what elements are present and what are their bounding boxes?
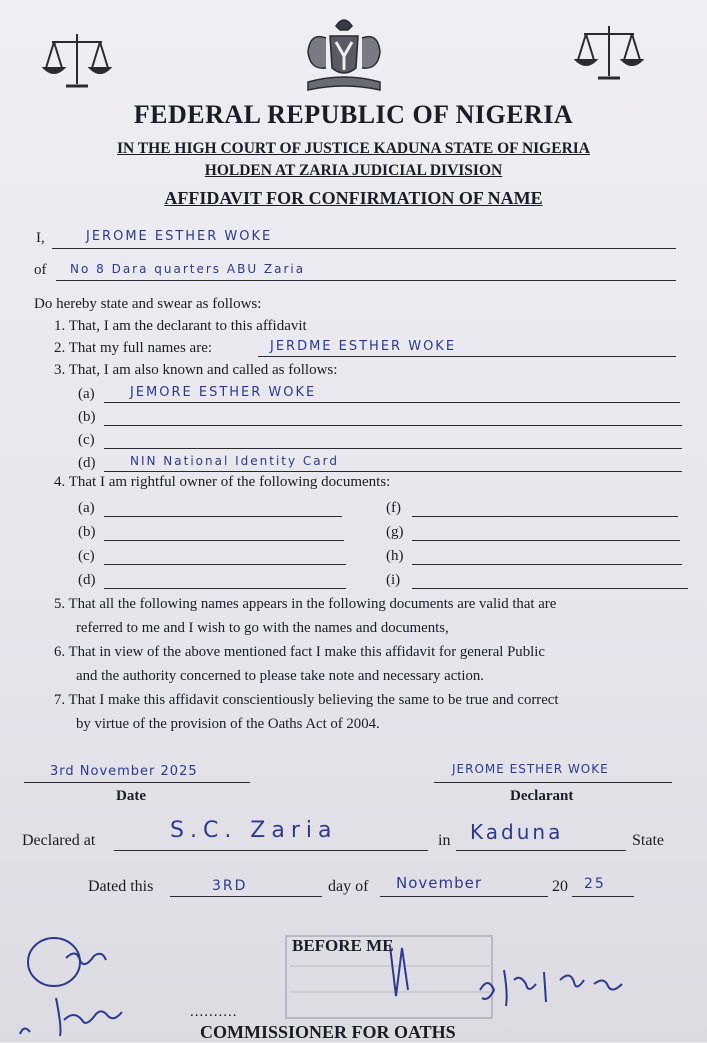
doc-a-label: (a) — [78, 500, 95, 516]
doc-d-label: (d) — [78, 572, 96, 588]
item-1: 1. That, I am the declarant to this affidavit — [54, 318, 307, 334]
document-heading: FEDERAL REPUBLIC OF NIGERIA — [133, 100, 574, 129]
alias-d-line — [104, 471, 682, 472]
in-value: Kaduna — [470, 820, 564, 844]
declared-at-label: Declared at — [22, 832, 96, 849]
court-heading: IN THE HIGH COURT OF JUSTICE KADUNA STATE OF NIGERIA — [116, 140, 590, 157]
year-prefix: 20 — [552, 878, 568, 895]
doc-g-line — [412, 540, 680, 541]
alias-b-line — [104, 425, 682, 426]
item-2-label: 2. That my full names are: — [54, 340, 213, 356]
commissioner-label: COMMISSIONER FOR OATHS — [200, 1022, 456, 1042]
scales-of-justice-right-icon — [574, 22, 644, 82]
declarant-line — [434, 782, 672, 783]
alias-c-line — [104, 448, 682, 449]
month-line — [380, 896, 548, 897]
doc-i-line — [412, 588, 688, 589]
date-line — [24, 782, 250, 783]
item-6-line-1: 6. That in view of the above mentioned fact I make this affidavit for general Public — [54, 644, 545, 660]
declared-at-value: S.C. Zaria — [170, 818, 338, 843]
declarant-label: Declarant — [510, 788, 574, 804]
doc-c-label: (c) — [78, 548, 95, 564]
doc-h-line — [412, 564, 682, 565]
alias-d-value: NIN National Identity Card — [130, 454, 340, 468]
doc-b-line — [104, 540, 344, 541]
doc-b-label: (b) — [78, 524, 96, 540]
alias-a-label: (a) — [78, 386, 95, 402]
dated-day-value: 3RD — [212, 878, 248, 894]
affidavit-title: AFFIDAVIT FOR CONFIRMATION OF NAME — [164, 188, 543, 208]
name-line — [52, 248, 676, 249]
item-4-label: 4. That I am rightful owner of the following documents: — [54, 474, 391, 490]
item-6-line-2: and the authority concerned to please take note and necessary action. — [76, 668, 484, 684]
year-value: 25 — [584, 876, 606, 892]
in-line — [456, 850, 626, 851]
alias-a-value: JEMORE ESTHER WOKE — [130, 385, 317, 400]
full-names-value: JERDME ESTHER WOKE — [270, 339, 457, 354]
month-value: November — [396, 874, 483, 892]
i-label: I, — [36, 230, 45, 246]
alias-c-label: (c) — [78, 432, 95, 448]
alias-b-label: (b) — [78, 409, 96, 425]
declarant-name: JEROME ESTHER WOKE — [86, 229, 273, 244]
declared-at-line — [114, 850, 428, 851]
year-line — [572, 896, 634, 897]
scales-of-justice-left-icon — [42, 30, 112, 90]
commissioner-dotted-line: .......... — [190, 1004, 238, 1020]
alias-a-line — [104, 402, 680, 403]
before-me-label: BEFORE ME — [292, 936, 394, 955]
item-7-line-2: by virtue of the provision of the Oaths Act of 2004. — [76, 716, 380, 732]
item-7-line-1: 7. That I make this affidavit conscientiously believing the same to be true and correct — [54, 692, 559, 708]
doc-f-label: (f) — [386, 500, 401, 516]
dated-day-line — [170, 896, 322, 897]
in-label: in — [438, 832, 451, 849]
doc-h-label: (h) — [386, 548, 404, 564]
coat-of-arms-icon — [296, 12, 392, 98]
division-heading: HOLDEN AT ZARIA JUDICIAL DIVISION — [204, 162, 503, 179]
doc-g-label: (g) — [386, 524, 404, 540]
day-of-label: day of — [328, 878, 369, 895]
dated-this-label: Dated this — [88, 878, 154, 895]
item-5-line-1: 5. That all the following names appears in the following documents are valid that are — [54, 596, 557, 612]
doc-a-line — [104, 516, 342, 517]
full-names-line — [258, 356, 676, 357]
date-label: Date — [116, 788, 146, 804]
item-3-label: 3. That, I am also known and called as follows: — [54, 362, 338, 378]
alias-d-label: (d) — [78, 455, 96, 471]
of-label: of — [34, 262, 47, 278]
swear-statement: Do hereby state and swear as follows: — [34, 296, 262, 312]
item-5-line-2: referred to me and I wish to go with the names and documents, — [76, 620, 449, 636]
doc-f-line — [412, 516, 678, 517]
address-line — [56, 280, 676, 281]
declarant-signature: JEROME ESTHER WOKE — [452, 762, 609, 776]
date-signature-icon — [470, 950, 640, 1020]
date-value: 3rd November 2025 — [50, 764, 198, 779]
doc-i-label: (i) — [386, 572, 401, 588]
doc-d-line — [104, 588, 346, 589]
commissioner-signature-icon — [6, 928, 206, 1040]
doc-c-line — [104, 564, 346, 565]
state-label: State — [632, 832, 664, 849]
declarant-address: No 8 Dara quarters ABU Zaria — [70, 262, 306, 276]
